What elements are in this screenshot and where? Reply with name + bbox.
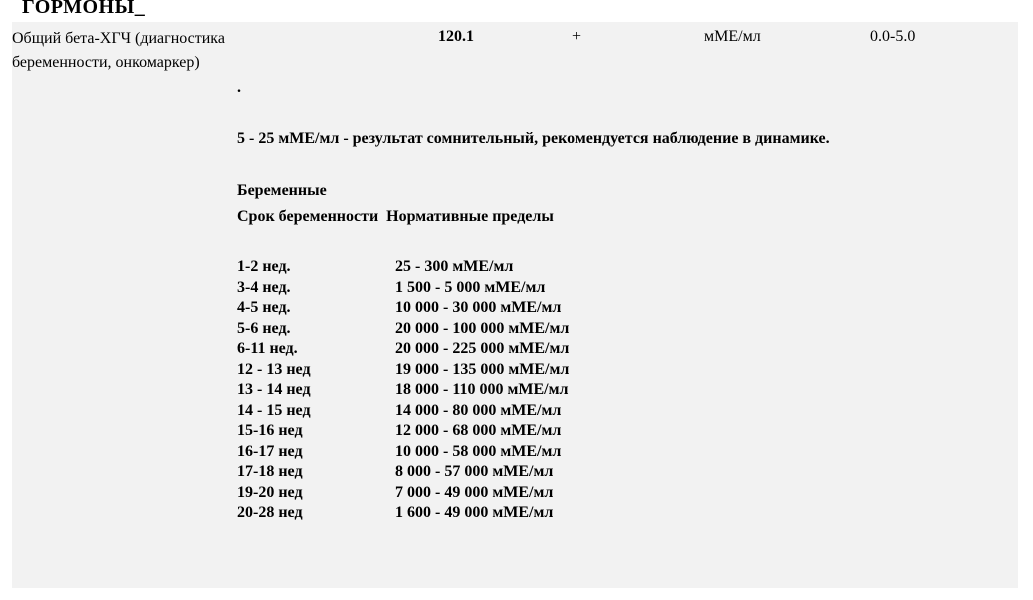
gestation-term: 13 - 14 нед [237, 381, 311, 398]
gestation-term: 4-5 нед. [237, 299, 291, 316]
table-row [237, 380, 569, 401]
pregnancy-group-title: Беременные [237, 182, 327, 199]
test-value: 120.1 [438, 28, 474, 45]
norm-range: 8 000 - 57 000 мМЕ/мл [395, 463, 554, 480]
section-title: ГОРМОНЫ_ [22, 0, 146, 18]
gestation-term: 20-28 нед [237, 504, 303, 521]
gestation-term: 12 - 13 нед [237, 360, 311, 378]
separator-dot: . [237, 79, 241, 96]
gestation-term: 15-16 нед [237, 422, 303, 439]
table-row [237, 298, 569, 319]
table-row [237, 503, 569, 524]
norm-range: 25 - 300 мМЕ/мл [395, 258, 514, 275]
gestation-term: 17-18 нед [237, 463, 303, 480]
gestation-term: 19-20 нед [237, 483, 303, 501]
norm-range: 20 000 - 225 000 мМЕ/мл [395, 340, 570, 357]
table-row [237, 278, 569, 299]
norm-range: 20 000 - 100 000 мМЕ/мл [395, 319, 570, 337]
gestation-term: 5-6 нед. [237, 319, 291, 337]
norm-range: 12 000 - 68 000 мМЕ/мл [395, 422, 562, 439]
table-row [237, 483, 569, 504]
norm-range: 19 000 - 135 000 мМЕ/мл [395, 360, 570, 378]
gestation-term: 6-11 нед. [237, 340, 298, 357]
norm-range: 7 000 - 49 000 мМЕ/мл [395, 483, 554, 501]
table-row [237, 319, 569, 340]
table-row [237, 360, 569, 381]
norms-table [237, 257, 569, 524]
table-row [237, 442, 569, 463]
test-unit: мМЕ/мл [704, 28, 761, 45]
norm-range: 1 600 - 49 000 мМЕ/мл [395, 504, 554, 521]
gestation-term: 16-17 нед [237, 442, 303, 460]
norm-range: 18 000 - 110 000 мМЕ/мл [395, 381, 569, 398]
test-flag: + [572, 28, 582, 45]
gestation-term: 1-2 нед. [237, 258, 291, 275]
table-row [237, 257, 569, 278]
table-row [237, 339, 569, 360]
test-name: Общий бета-ХГЧ (диагностика беременности, онкомаркер) [12, 30, 225, 71]
table-row [237, 421, 569, 442]
gestation-term: 3-4 нед. [237, 278, 291, 296]
table-row [237, 462, 569, 483]
test-reference-range: 0.0-5.0 [870, 28, 916, 45]
interpretation-note: 5 - 25 мМЕ/мл - результат сомнительный, рекомендуется наблюдение в динамике. [237, 130, 830, 147]
table-row [237, 401, 569, 422]
norm-range: 10 000 - 58 000 мМЕ/мл [395, 442, 562, 460]
norm-range: 10 000 - 30 000 мМЕ/мл [395, 299, 562, 316]
gestation-term: 14 - 15 нед [237, 401, 311, 419]
norm-range: 14 000 - 80 000 мМЕ/мл [395, 401, 562, 419]
norm-range: 1 500 - 5 000 мМЕ/мл [395, 278, 546, 296]
norms-table-header: Срок беременности Нормативные пределы [237, 208, 554, 225]
